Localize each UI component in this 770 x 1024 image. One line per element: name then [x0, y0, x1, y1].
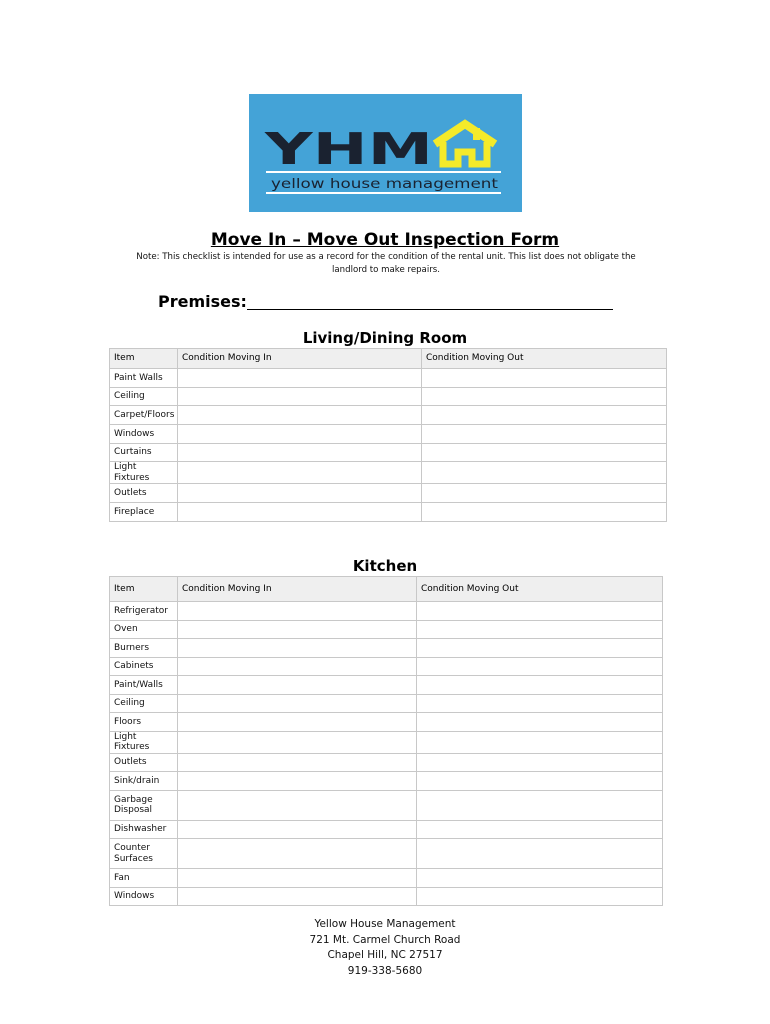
- table-row: [110, 484, 667, 503]
- condition-moving-out-cell[interactable]: [417, 602, 663, 621]
- table-row: [110, 503, 667, 522]
- table-header-row: [110, 349, 667, 369]
- footer-phone: 919-338-5680: [347, 964, 423, 977]
- condition-moving-in-cell[interactable]: [178, 657, 417, 676]
- table-row: [110, 639, 663, 658]
- logo-letters: YHM: [263, 124, 433, 175]
- footer-company: Yellow House Management: [314, 918, 456, 930]
- condition-moving-in-cell[interactable]: [178, 772, 417, 791]
- column-header: Item: [110, 349, 178, 369]
- item-cell: Light Fixtures: [110, 731, 178, 753]
- table-row: [110, 387, 667, 406]
- condition-moving-out-cell[interactable]: [417, 731, 663, 753]
- form-title: [0, 230, 770, 250]
- item-cell: Burners: [110, 639, 178, 658]
- table-row: [110, 694, 663, 713]
- condition-moving-out-cell[interactable]: [417, 772, 663, 791]
- table-row: [110, 753, 663, 772]
- condition-moving-in-cell[interactable]: [178, 839, 417, 869]
- item-cell: Dishwasher: [110, 820, 178, 839]
- item-cell: Ceiling: [110, 694, 178, 713]
- condition-moving-out-cell[interactable]: [417, 657, 663, 676]
- column-header: Item: [110, 577, 178, 602]
- item-cell: Paint/Walls: [110, 676, 178, 695]
- table-row: [110, 887, 663, 906]
- table-row: [110, 839, 663, 869]
- kitchen-section-title: Kitchen: [352, 557, 418, 575]
- table-row: [110, 676, 663, 695]
- item-cell: Refrigerator: [110, 602, 178, 621]
- condition-moving-out-cell[interactable]: [422, 503, 667, 522]
- table-row: [110, 406, 667, 425]
- condition-moving-out-cell[interactable]: [422, 425, 667, 444]
- table-row: [110, 657, 663, 676]
- item-cell: Oven: [110, 620, 178, 639]
- table-row: [110, 820, 663, 839]
- item-cell: Sink/drain: [110, 772, 178, 791]
- condition-moving-in-cell[interactable]: [178, 869, 417, 888]
- condition-moving-out-cell[interactable]: [422, 406, 667, 425]
- footer-street: 721 Mt. Carmel Church Road: [309, 933, 461, 946]
- kitchen-checklist-table: [109, 576, 663, 906]
- form-note: Note: This checklist is intended for use as a record for the condition of the rental unit. This list does not obligate the landlord to make repairs.: [136, 252, 636, 275]
- condition-moving-in-cell[interactable]: [178, 676, 417, 695]
- house-icon: [435, 124, 495, 164]
- footer-address: [0, 917, 770, 979]
- living-checklist-table: [109, 348, 667, 522]
- column-header: Condition Moving Out: [417, 577, 663, 602]
- item-cell: Fan: [110, 869, 178, 888]
- condition-moving-in-cell[interactable]: [178, 484, 422, 503]
- condition-moving-in-cell[interactable]: [178, 713, 417, 732]
- condition-moving-in-cell[interactable]: [178, 694, 417, 713]
- condition-moving-in-cell[interactable]: [178, 443, 422, 462]
- item-cell: Light Fixtures: [110, 462, 178, 484]
- table-row: [110, 731, 663, 753]
- table-row: [110, 462, 667, 484]
- item-cell: Paint Walls: [110, 369, 178, 388]
- premises-label: Premises:: [158, 292, 247, 311]
- condition-moving-out-cell[interactable]: [422, 369, 667, 388]
- yhm-logo-graphic: [249, 94, 522, 212]
- item-cell: Fireplace: [110, 503, 178, 522]
- item-cell: Outlets: [110, 484, 178, 503]
- condition-moving-in-cell[interactable]: [178, 790, 417, 820]
- condition-moving-in-cell[interactable]: [178, 753, 417, 772]
- item-cell: Garbage Disposal: [110, 790, 178, 820]
- condition-moving-out-cell[interactable]: [417, 620, 663, 639]
- table-row: [110, 425, 667, 444]
- condition-moving-in-cell[interactable]: [178, 425, 422, 444]
- table-row: [110, 602, 663, 621]
- condition-moving-in-cell[interactable]: [178, 602, 417, 621]
- premises-field[interactable]: [247, 309, 613, 310]
- condition-moving-in-cell[interactable]: [178, 406, 422, 425]
- item-cell: Curtains: [110, 443, 178, 462]
- item-cell: Windows: [110, 887, 178, 906]
- table-row: [110, 790, 663, 820]
- item-cell: Counter Surfaces: [110, 839, 178, 869]
- company-logo: [249, 94, 522, 212]
- table-row: [110, 369, 667, 388]
- item-cell: Cabinets: [110, 657, 178, 676]
- table-row: [110, 620, 663, 639]
- item-cell: Windows: [110, 425, 178, 444]
- condition-moving-out-cell[interactable]: [417, 839, 663, 869]
- table-row: [110, 772, 663, 791]
- table-row: [110, 443, 667, 462]
- condition-moving-in-cell[interactable]: [178, 387, 422, 406]
- condition-moving-in-cell[interactable]: [178, 639, 417, 658]
- column-header: Condition Moving In: [178, 577, 417, 602]
- living-section-title: Living/Dining Room: [302, 329, 468, 347]
- condition-moving-out-cell[interactable]: [417, 887, 663, 906]
- table-header-row: [110, 577, 663, 602]
- condition-moving-out-cell[interactable]: [417, 694, 663, 713]
- table-row: [110, 713, 663, 732]
- item-cell: Ceiling: [110, 387, 178, 406]
- condition-moving-out-cell[interactable]: [417, 753, 663, 772]
- footer-city: Chapel Hill, NC 27517: [327, 949, 443, 961]
- condition-moving-out-cell[interactable]: [422, 387, 667, 406]
- condition-moving-out-cell[interactable]: [422, 484, 667, 503]
- condition-moving-out-cell[interactable]: [417, 820, 663, 839]
- condition-moving-out-cell[interactable]: [417, 790, 663, 820]
- condition-moving-out-cell[interactable]: [417, 639, 663, 658]
- item-cell: Carpet/Floors: [110, 406, 178, 425]
- item-cell: Floors: [110, 713, 178, 732]
- item-cell: Outlets: [110, 753, 178, 772]
- logo-tagline: yellow house management: [271, 176, 498, 192]
- condition-moving-in-cell[interactable]: [178, 731, 417, 753]
- condition-moving-in-cell[interactable]: [178, 369, 422, 388]
- table-row: [110, 869, 663, 888]
- condition-moving-out-cell[interactable]: [422, 462, 667, 484]
- condition-moving-in-cell[interactable]: [178, 887, 417, 906]
- column-header: Condition Moving In: [178, 349, 422, 369]
- form-title-text: Move In – Move Out Inspection Form: [210, 230, 560, 250]
- condition-moving-out-cell[interactable]: [417, 676, 663, 695]
- condition-moving-in-cell[interactable]: [178, 620, 417, 639]
- condition-moving-in-cell[interactable]: [178, 462, 422, 484]
- column-header: Condition Moving Out: [422, 349, 667, 369]
- condition-moving-out-cell[interactable]: [417, 713, 663, 732]
- condition-moving-out-cell[interactable]: [422, 443, 667, 462]
- condition-moving-out-cell[interactable]: [417, 869, 663, 888]
- condition-moving-in-cell[interactable]: [178, 503, 422, 522]
- condition-moving-in-cell[interactable]: [178, 820, 417, 839]
